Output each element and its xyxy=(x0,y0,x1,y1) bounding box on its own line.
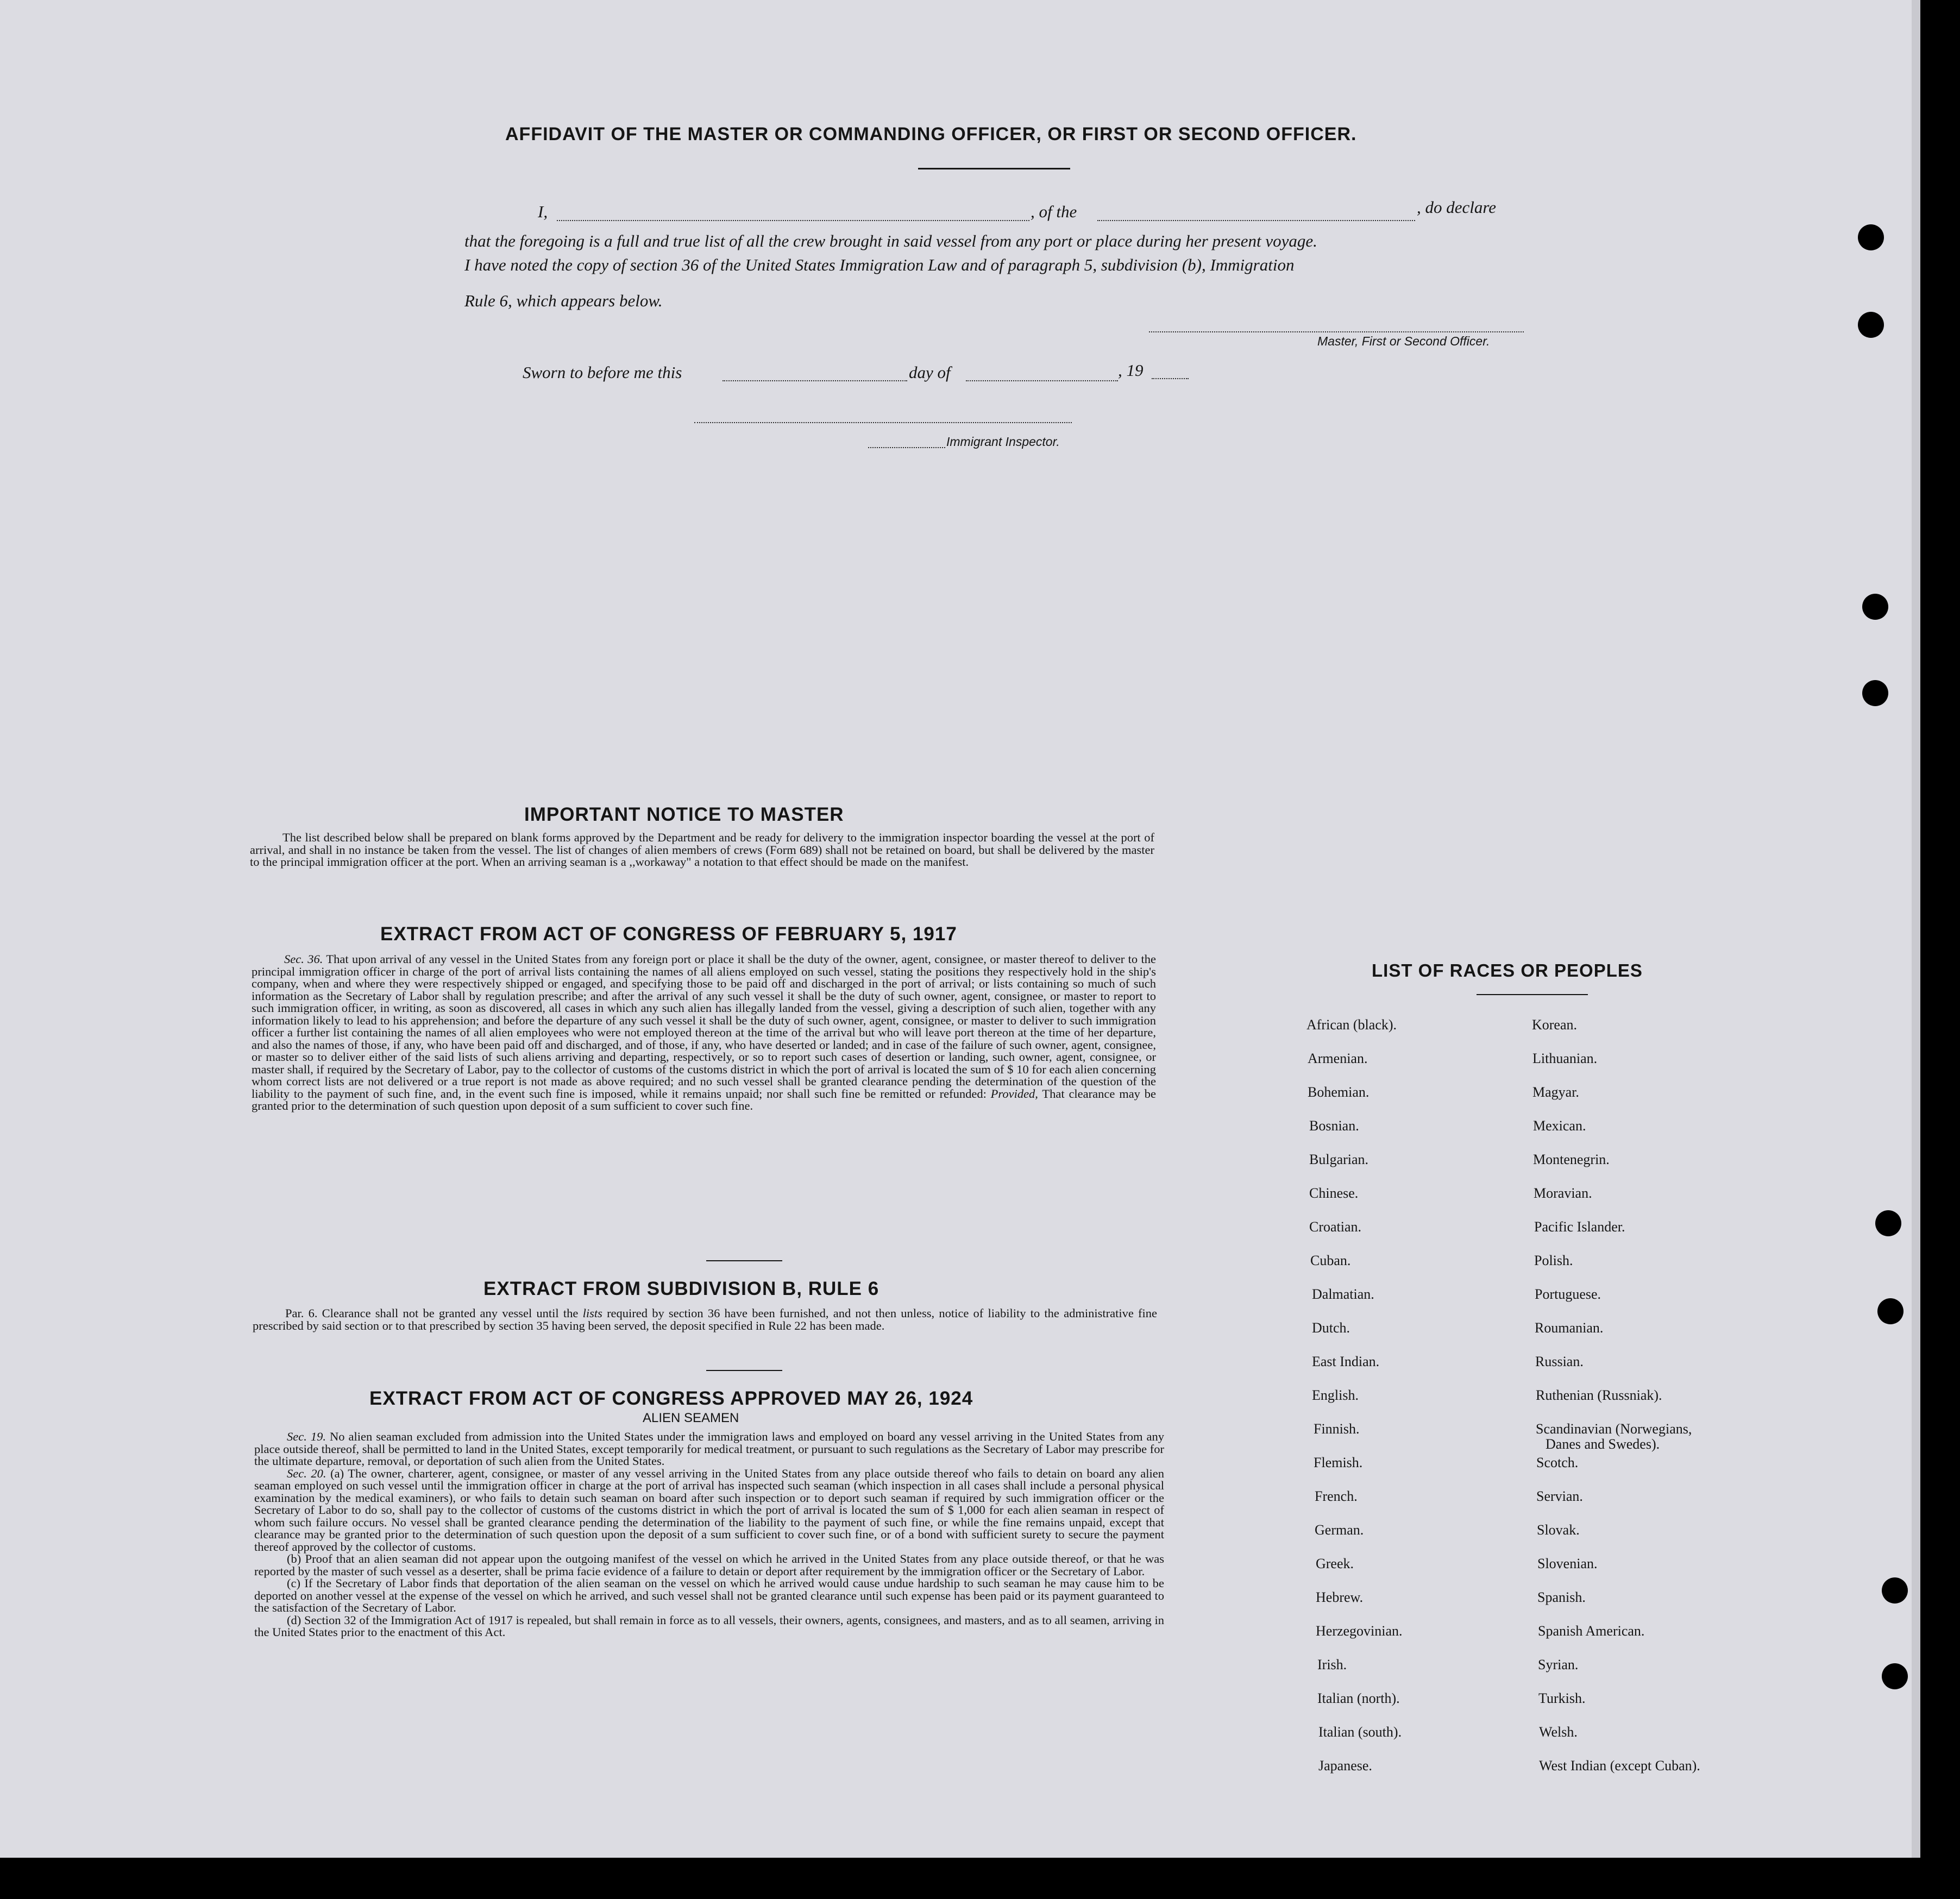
race-left-item: Chinese. xyxy=(1309,1185,1359,1201)
race-right-item: Mexican. xyxy=(1533,1118,1586,1134)
race-left-item: Italian (north). xyxy=(1317,1690,1400,1706)
notice-paragraph: The list described below shall be prepared on blank forms approved by the Department and be ready for delivery to the immigration inspector boarding the vessel at the port of arrival, and shall in no instance be taken from the vessel. The list of changes of alien members of crews (Form 689) shall not be retained on board, but shall be delivered by the master to the principal immigration officer at the port. When an arriving seaman is a ,,workaway" a notation to that effect should be made on the manifest. xyxy=(250,831,1154,869)
rule-6-text-b: required by section 36 have been furnished, and not then unless, notice of liability to the administrative fine prescribed by said section or to that prescribed by section 35 having been served, the deposit specified in Rule 22 has been made. xyxy=(253,1306,1157,1332)
section-rule xyxy=(706,1260,782,1261)
inspector-signature-field[interactable] xyxy=(694,422,1072,423)
sec-20b-text: (b) Proof that an alien seaman did not appear upon the outgoing manifest of the vessel on which he arrived in the United States from any place outside thereof, or that he was reported by the master of such vessel as a deserter, shall be prima facie evidence of a failure to detain or deport after requirement by the immigration officer or the Secretary of Labor. xyxy=(254,1552,1164,1578)
race-left-item: Bohemian. xyxy=(1308,1084,1370,1100)
extract-1924-text xyxy=(254,1431,1164,1639)
binder-hole xyxy=(1882,1663,1908,1689)
affidavit-of-the: , of the xyxy=(1031,202,1077,221)
race-right-item: Roumanian. xyxy=(1535,1320,1604,1336)
affidavit-line-3: I have noted the copy of section 36 of the United States Immigration Law and of paragraph 5, subdivision (b), Immigration xyxy=(464,255,1295,274)
race-right-item: Moravian. xyxy=(1534,1185,1592,1201)
sec-36-label: Sec. 36. xyxy=(284,952,323,966)
race-left-item: Greek. xyxy=(1316,1556,1354,1571)
sec-19-label: Sec. 19. xyxy=(287,1430,326,1443)
binder-hole xyxy=(1858,312,1884,338)
race-right-item: Pacific Islander. xyxy=(1534,1219,1625,1235)
race-left-item: Flemish. xyxy=(1314,1455,1363,1470)
race-right-item: Scandinavian (Norwegians, xyxy=(1536,1421,1692,1437)
race-left-item: Finnish. xyxy=(1314,1421,1360,1437)
race-left-item: African (black). xyxy=(1306,1017,1397,1033)
race-left-item: Bulgarian. xyxy=(1309,1152,1369,1167)
extract-1917-text xyxy=(252,953,1156,1112)
race-right-item: Montenegrin. xyxy=(1533,1152,1610,1167)
race-left-item: Hebrew. xyxy=(1316,1589,1364,1605)
race-right-item: Polish. xyxy=(1534,1253,1573,1268)
race-left-item: Italian (south). xyxy=(1318,1724,1402,1740)
sec-20d-text: (d) Section 32 of the Immigration Act of 1917 is repealed, but shall remain in force as to all vessels, their owners, agents, consignees, and masters, and as to all seamen, arriving in the United States prior to the enactment of this Act. xyxy=(254,1613,1164,1639)
race-right-item: Syrian. xyxy=(1538,1657,1579,1672)
rule-6-text xyxy=(253,1307,1157,1332)
race-left-item: Herzegovinian. xyxy=(1316,1623,1403,1639)
race-left-item: Armenian. xyxy=(1308,1051,1368,1066)
race-right-item: Lithuanian. xyxy=(1532,1051,1598,1066)
page-edge xyxy=(1912,0,1920,1858)
race-right-item: Korean. xyxy=(1532,1017,1578,1033)
race-left-item: Dutch. xyxy=(1312,1320,1350,1336)
race-right-item: Magyar. xyxy=(1532,1084,1579,1100)
vessel-field[interactable] xyxy=(1097,220,1415,221)
race-left-item: Japanese. xyxy=(1318,1758,1372,1774)
extract-1917-heading: EXTRACT FROM ACT OF CONGRESS OF FEBRUARY 5, 1917 xyxy=(380,923,957,945)
heading-rule xyxy=(918,168,1070,169)
master-signature-field[interactable] xyxy=(1149,331,1524,332)
sworn-year-field[interactable] xyxy=(1152,378,1189,379)
race-left-item: Dalmatian. xyxy=(1312,1286,1374,1302)
sworn-day-field[interactable] xyxy=(723,380,907,381)
notice-heading: IMPORTANT NOTICE TO MASTER xyxy=(524,804,844,825)
race-right-item: Russian. xyxy=(1535,1354,1584,1369)
sec-20-label: Sec. 20. xyxy=(287,1466,326,1480)
sworn-day-of: day of xyxy=(909,363,951,382)
binder-hole xyxy=(1877,1298,1904,1324)
sworn-month-field[interactable] xyxy=(966,380,1118,381)
race-right-item: Ruthenian (Russniak). xyxy=(1536,1387,1662,1403)
binder-hole xyxy=(1858,224,1884,250)
race-right-item: West Indian (except Cuban). xyxy=(1539,1758,1700,1774)
sworn-text: Sworn to before me this xyxy=(523,363,682,382)
races-heading: LIST OF RACES OR PEOPLES xyxy=(1372,960,1643,980)
race-left-item: Croatian. xyxy=(1309,1219,1362,1235)
race-right-item: Spanish. xyxy=(1537,1589,1586,1605)
inspector-name-field[interactable] xyxy=(868,447,945,448)
lists-word: lists xyxy=(582,1306,602,1320)
race-left-item: English. xyxy=(1312,1387,1359,1403)
sec-36-text-end: That clearance may be granted prior to the determination of such question upon deposit of a sum sufficient to cover such fine. xyxy=(252,1086,1157,1112)
races-heading-rule xyxy=(1477,994,1588,995)
master-caption: Master, First or Second Officer. xyxy=(1317,334,1490,348)
race-right-item: Slovenian. xyxy=(1537,1556,1598,1571)
race-left-item: Bosnian. xyxy=(1309,1118,1359,1134)
inspector-caption: Immigrant Inspector. xyxy=(946,435,1060,449)
race-right-item: Danes and Swedes). xyxy=(1546,1436,1660,1452)
binder-hole xyxy=(1862,594,1888,620)
race-left-item: East Indian. xyxy=(1312,1354,1380,1369)
affidavit-declare: , do declare xyxy=(1417,198,1497,217)
binder-hole xyxy=(1862,680,1888,706)
affidavit-line-4: Rule 6, which appears below. xyxy=(464,291,663,310)
sec-36-text: That upon arrival of any vessel in the United States from any foreign port or place it shall be the duty of the owner, agent, consignee, or master thereof to deliver to the principal immigration officer in charge of the port of arrival lists containing the names of all aliens employed on such vessel, stating the positions they respectively hold in the ship's company, when and where they were respectively shipped or engaged, and specifying those to be paid off and discharged in the port of arrival; or lists containing so much of such information as the Secretary of Labor shall by regulation prescribe; and after the arrival of any such vessel it shall be the duty of such owner, agent, consignee, or master to report to such immigration officer, in writing, as soon as discovered, all cases in which any such alien has illegally landed from the vessel, giving a description of such alien, together with any information likely to lead to his apprehension; and before the departure of any such vessel it shall be the duty of such owner, agent, consignee, or master to deliver to such immigration officer a further list containing the names of all alien employees who were not employed thereon at the time of the arrival but who will leave port thereon at the time of her departure, and also the names of those, if any, who have been paid off and discharged, and of those, if any, who have deserted or landed; and in case of the failure of such owner, agent, consignee, or master so to deliver either of the said lists of such aliens arriving and departing, respectively, or so to report such cases of desertion or landing, such owner, agent, consignee, or master shall, if required by the Secretary of Labor, pay to the collector of customs of the customs district in which the port of arrival is located the sum of $ 10 for each alien concerning whom correct lists are not delivered or a true report is not made as above required; and no such vessel shall be granted clearance pending the determination of the question of the liability to the payment of such fine, and, in the event such fine is imposed, while it remains unpaid; nor shall such fine be remitted or refunded: xyxy=(252,952,1156,1101)
race-right-item: Turkish. xyxy=(1538,1690,1586,1706)
notice-text xyxy=(250,832,1154,869)
race-left-item: German. xyxy=(1315,1522,1364,1538)
race-left-item: French. xyxy=(1315,1488,1358,1504)
section-rule xyxy=(706,1370,782,1371)
rule-6-heading: EXTRACT FROM SUBDIVISION B, RULE 6 xyxy=(483,1278,880,1299)
race-right-item: Welsh. xyxy=(1539,1724,1578,1740)
alien-seamen-subheading: ALIEN SEAMEN xyxy=(643,1411,739,1425)
binder-hole xyxy=(1882,1577,1908,1604)
sworn-year-prefix: , 19 xyxy=(1118,361,1144,380)
sec-20a-text: (a) The owner, charterer, agent, consignee, or master of any vessel arriving in the United States from any place outside thereof who fails to detain on board any alien seaman employed on such vessel until the immigration officer in charge at the port of arrival has inspected such seaman (which inspection in all cases shall include a personal physical examination by the medical examiners), or who fails to detain such seaman on board after such inspection or to deport such seaman if required by such immigration officer or the Secretary of Labor to do so, shall pay to the collector of customs of the customs district in which the port of arrival is located the sum of $ 1,000 for each alien seaman in respect of whom such failure occurs. No vessel shall be granted clearance pending the determination of the liability to the payment of such fine, or while the fine remains unpaid, except that clearance may be granted prior to the determination of such question upon the deposit of a sum sufficient to cover such fine, or of a bond with sufficient surety to secure the payment thereof approved by the collector of customs. xyxy=(254,1466,1165,1554)
name-field[interactable] xyxy=(557,220,1029,221)
extract-1924-heading: EXTRACT FROM ACT OF CONGRESS APPROVED MAY 26, 1924 xyxy=(369,1388,973,1409)
binder-hole xyxy=(1875,1210,1901,1236)
race-left-item: Irish. xyxy=(1317,1657,1347,1672)
race-left-item: Cuban. xyxy=(1310,1253,1351,1268)
affidavit-heading: AFFIDAVIT OF THE MASTER OR COMMANDING OFFICER, OR FIRST OR SECOND OFFICER. xyxy=(505,124,1357,144)
race-right-item: Spanish American. xyxy=(1538,1623,1645,1639)
rule-6-text-a: Par. 6. Clearance shall not be granted any vessel until the xyxy=(285,1306,579,1320)
race-right-item: Servian. xyxy=(1536,1488,1583,1504)
race-right-item: Scotch. xyxy=(1536,1455,1579,1470)
provided-label: Provided, xyxy=(990,1086,1038,1101)
race-right-item: Slovak. xyxy=(1537,1522,1580,1538)
sec-20c-text: (c) If the Secretary of Labor finds that deportation of the alien seaman on the vessel on which he arrived would cause undue hardship to such seaman he may cause him to be deported on another vessel at the expense of the vessel on which he arrived, and such vessel shall not be granted clearance until such expense has been paid or its payment guaranteed to the satisfaction of the Secretary of Labor. xyxy=(254,1576,1164,1614)
affidavit-i: I, xyxy=(538,202,548,221)
affidavit-line-2: that the foregoing is a full and true list of all the crew brought in said vessel from any port or place during her present voyage. xyxy=(464,231,1317,250)
sec-19-text: No alien seaman excluded from admission into the United States under the immigration laws and employed on board any vessel arriving in the United States from any place outside thereof, shall be permitted to land in the United States, except temporarily for medical treatment, or pursuant to such regulations as the Secretary of Labor may prescribe for the ultimate departure, removal, or deportation of such alien from the United States. xyxy=(254,1430,1164,1468)
race-right-item: Portuguese. xyxy=(1535,1286,1601,1302)
